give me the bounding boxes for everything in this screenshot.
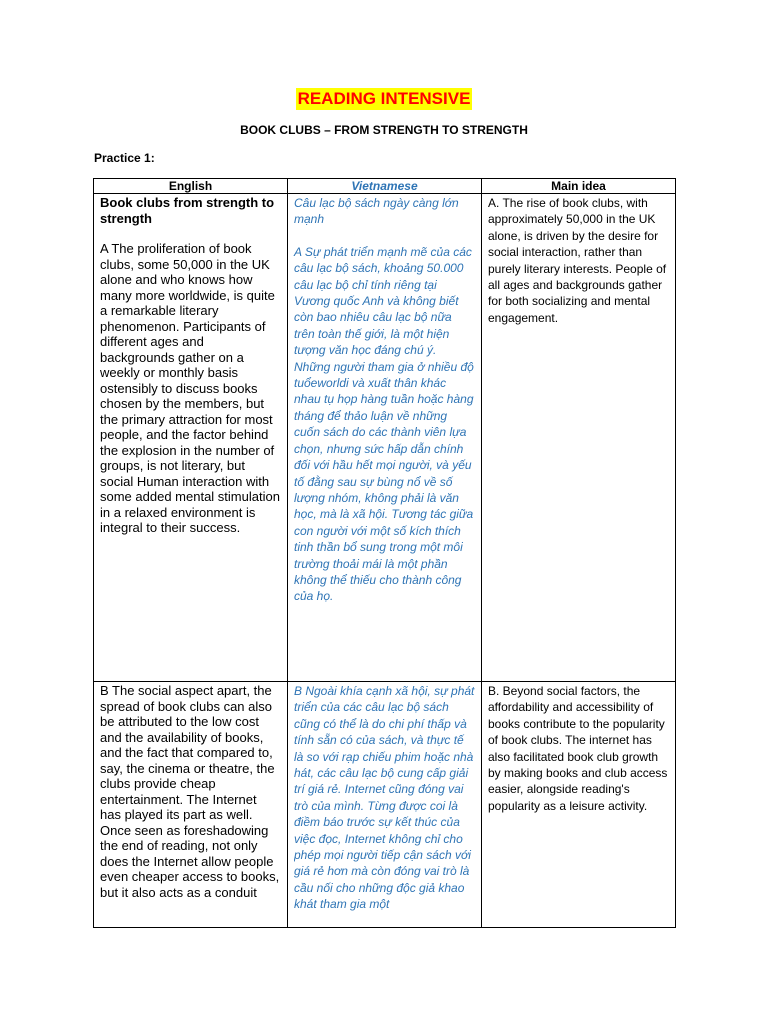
vietnamese-clip <box>294 683 475 925</box>
page-title: READING INTENSIVE <box>297 89 471 108</box>
vietnamese-paragraph: B Ngoài khía cạnh xã hội, sự phát triển của các câu lạc bộ sách cũng có thể là do chi phí thấp và tính sẵn có của sách, và thực tế là so với rạp chiếu phim hoặc nhà hát, các câu lạc bộ cung cấp giải trí giá rẻ. Internet cũng đóng vai trò của mình. Từng được coi là điềm báo trước sự kết thúc của việc đọc, Internet không chỉ cho phép mọi người tiếp cận sách với giá rẻ hơn mà còn đóng vai trò là cầu nối cho những độc giả khao khát tham gia một <box>294 684 475 912</box>
table-header-row <box>94 179 676 194</box>
english-heading: Book clubs from strength to strength <box>100 195 275 226</box>
vietnamese-cell <box>288 682 482 928</box>
table-row <box>94 682 676 928</box>
practice-label: Practice 1: <box>94 151 155 165</box>
header-english: English <box>94 179 288 194</box>
table-row <box>94 194 676 682</box>
main-idea-text: B. Beyond social factors, the affordability and accessibility of books contribute to the popularity of book clubs. The internet has also facilitated book club growth by making books and club access easier, alongside reading's popularity as a leisure activity. <box>488 684 668 813</box>
english-cell <box>94 194 288 682</box>
vietnamese-heading: Câu lạc bộ sách ngày càng lớn mạnh <box>294 196 459 227</box>
english-paragraph: B The social aspect apart, the spread of book clubs can also be attributed to the low cost and the availability of books, and the fact that compared to, say, the cinema or theatre, the clubs provide cheap entertainment. The Internet has played its part as well. Once seen as foreshadowing the end of reading, not only does the Internet allow people even cheaper access to books, but it also acts as a conduit <box>100 683 280 900</box>
english-cell <box>94 682 288 928</box>
translation-table <box>93 178 676 928</box>
vietnamese-cell <box>288 194 482 682</box>
header-main-idea: Main idea <box>482 179 676 194</box>
main-idea-cell <box>482 194 676 682</box>
english-clip <box>100 683 281 925</box>
english-paragraph: A The proliferation of book clubs, some 50,000 in the UK alone and who knows how many more worldwide, is quite a remarkable literary phenomenon. Participants of different ages and backgrounds gather on a weekly or monthly basis ostensibly to discuss books chosen by the members, but the primary attraction for most people, and the factor behind the explosion in the number of groups, is not literary, but social Human interaction with some added mental stimulation in a relaxed environment is integral to their success. <box>100 241 280 535</box>
header-vietnamese: Vietnamese <box>288 179 482 194</box>
vietnamese-paragraph: A Sự phát triển mạnh mẽ của các câu lạc bộ sách, khoảng 50.000 câu lạc bộ chỉ tính riêng tại Vương quốc Anh và không biết còn bao nhiêu câu lạc bộ nữa trên toàn thế giới, là một hiện tượng văn học đáng chú ý. Những người tham gia ở nhiều độ tuổeworldi và xuất thân khác nhau tụ họp hàng tuần hoặc hàng tháng để thảo luận về những cuốn sách do các thành viên lựa chọn, nhưng sức hấp dẫn chính đối với hầu hết mọi người, và yếu tố đằng sau sự bùng nổ về số lượng nhóm, không phải là văn học, mà là xã hội. Tương tác giữa con người với một số kích thích tinh thần bổ sung trong một môi trường thoải mái là một phần không thể thiếu cho thành công của họ. <box>294 244 474 604</box>
main-idea-text: A. The rise of book clubs, with approximately 50,000 in the UK alone, is driven by the desire for social interaction, rather than purely literary interests. People of all ages and backgrounds gather for both socializing and mental engagement. <box>488 196 667 325</box>
title-wrap <box>0 88 768 110</box>
subtitle: BOOK CLUBS – FROM STRENGTH TO STRENGTH <box>240 123 528 137</box>
main-idea-cell <box>482 682 676 928</box>
